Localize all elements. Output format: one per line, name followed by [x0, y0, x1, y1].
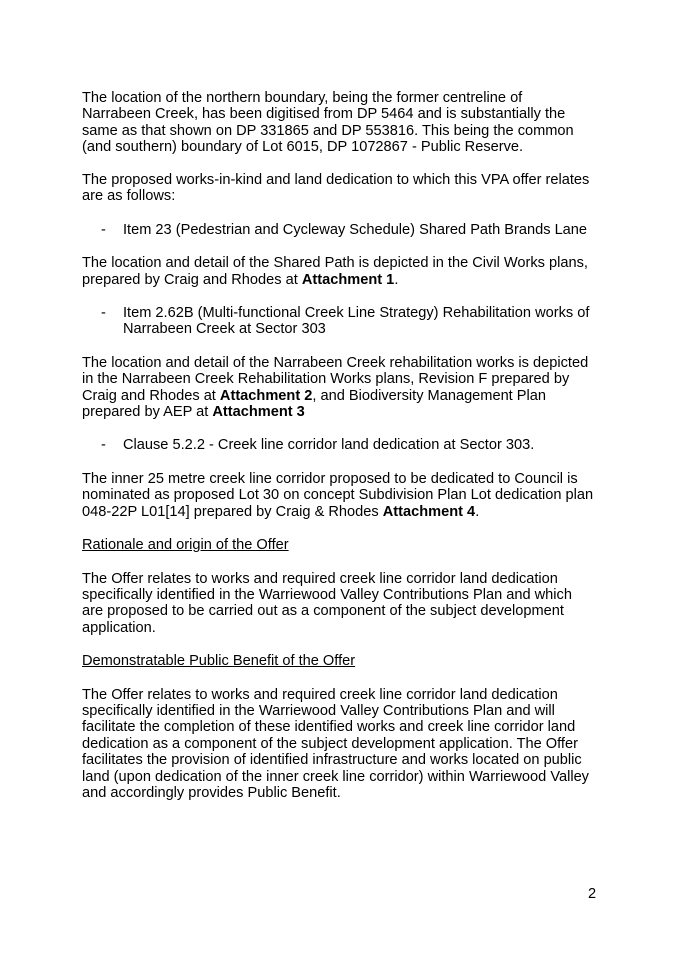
list-item [82, 222, 594, 238]
paragraph-text: . [475, 503, 480, 520]
bullet-dash: - [101, 437, 106, 454]
paragraph-text: The location and detail of the Shared Path is depicted in the Civil Works plans, prepared by Craig and Rhodes at [82, 255, 588, 288]
paragraph-public-benefit: The Offer relates to works and required creek line corridor land dedication specifically identified in the Warriewood Valley Contributions Plan and will facilitate the completion of these identified works and creek line corridor land dedication as a component of the subject development application. The Offer facilitates the provision of identified infrastructure and works located on public land (upon dedication of the inner creek line corridor) within Warriewood Valley and accordingly provides Public Benefit. [82, 686, 589, 801]
paragraph-text: , and Biodiversity Management Plan prepared by AEP at [82, 387, 547, 421]
paragraph-proposed-works: The proposed works-in-kind and land dedication to which this VPA offer relates are as follows: [82, 172, 590, 205]
paragraph-text: The location and detail of the Narrabeen Creek rehabilitation works is depicted in the Narrabeen Creek Rehabilitation Works plans, Revision F prepared by Craig and Rhodes at [82, 354, 589, 404]
page-number: 2 [588, 886, 597, 902]
paragraph-shared-path [82, 255, 594, 288]
document-body [82, 90, 594, 801]
paragraph-rehabilitation [82, 355, 594, 421]
attachment-reference: Attachment 1 [301, 271, 395, 288]
paragraph-northern-boundary: The location of the northern boundary, being the former centreline of Narrabeen Creek, has been digitised from DP 5464 and is substantially the same as that shown on DP 331865 and DP 553816. This being the common (and southern) boundary of Lot 6015, DP 1072867 - Public Reserve. [82, 90, 574, 156]
attachment-reference: Attachment 2 [219, 387, 313, 404]
section-heading-rationale: Rationale and origin of the Offer [82, 537, 289, 554]
list-item [82, 305, 594, 338]
list-item [82, 437, 594, 453]
paragraph-rationale: The Offer relates to works and required creek line corridor land dedication specifically identified in the Warriewood Valley Contributions Plan and which are proposed to be carried out as a component of the subject development application. [82, 570, 572, 636]
attachment-reference: Attachment 4 [382, 503, 476, 520]
bullet-dash: - [101, 305, 106, 322]
list-item-text: Item 23 (Pedestrian and Cycleway Schedule) Shared Path Brands Lane [123, 221, 588, 238]
list-item-text: Clause 5.2.2 - Creek line corridor land dedication at Sector 303. [123, 437, 535, 454]
paragraph-text: . [394, 271, 399, 288]
paragraph-text: The inner 25 metre creek line corridor proposed to be dedicated to Council is nominated as proposed Lot 30 on concept Subdivision Plan Lot dedication plan 048-22P L01[14] prepared by Craig & Rhodes [82, 470, 594, 520]
bullet-dash: - [101, 221, 106, 238]
attachment-reference: Attachment 3 [212, 404, 305, 421]
paragraph-creek-corridor [82, 471, 594, 520]
section-heading-public-benefit: Demonstratable Public Benefit of the Offer [82, 653, 356, 670]
list-item-text: Item 2.62B (Multi-functional Creek Line Strategy) Rehabilitation works of Narrabeen Creek at Sector 303 [123, 305, 590, 338]
